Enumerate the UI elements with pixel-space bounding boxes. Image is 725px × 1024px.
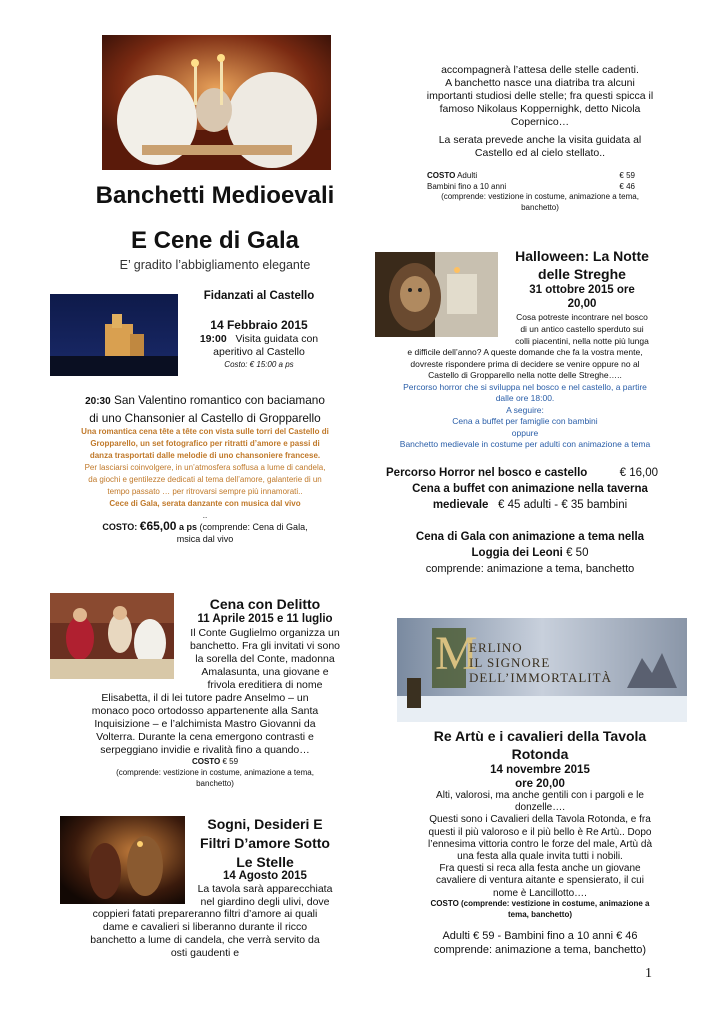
valentino-cost [55, 520, 355, 545]
main-subtitle-gala: E Cene di Gala [130, 227, 300, 254]
valentino-line2: di uno Chansonier al Castello di Gropparello [89, 411, 321, 425]
cost-adults: Adulti [457, 171, 478, 180]
cost-label: COSTO [191, 757, 221, 766]
text-line: banchetto a lume di candela, che verrà servito da [90, 934, 320, 946]
text-line: Fra questi si reca alla festa anche un giovane [439, 863, 641, 875]
cost-value: €65,00 [139, 519, 177, 533]
cost-value: € 59 [222, 757, 239, 766]
blue-line: Cena a buffet per famiglie con bambini [452, 416, 598, 426]
cost-label: COSTO [427, 171, 456, 180]
text-line: Castello di Gropparello nella notte delle Streghe….. [428, 370, 622, 380]
artu-heading [395, 727, 685, 763]
text-line: banchetto. Fra gli invitati vi sono [190, 640, 340, 652]
dress-code-note: E’ gradito l’abbigliamento elegante [119, 258, 311, 272]
merlino-banner [397, 618, 687, 722]
banner-initial: M [435, 627, 478, 680]
price-label: Cena a buffet con animazione nella taverna [412, 483, 648, 495]
orange-line: Cece di Gala, serata danzante con musica dal vivo [109, 499, 301, 508]
artu-date [395, 763, 685, 791]
valentino-description [55, 426, 355, 522]
castle-night-photo [50, 294, 178, 376]
date-line: 31 ottobre 2015 ore [529, 284, 635, 296]
price-value: € 16,00 [619, 467, 658, 479]
text-line: Amalasunta, una giovane e [201, 666, 329, 678]
delitto-text-side [180, 627, 350, 692]
orange-line: Gropparello, un set fotografico per ritratti d’amore e passi di [90, 439, 320, 448]
text-line: nome è Lancillotto…. [493, 887, 587, 899]
valentino-time-1 [184, 333, 334, 346]
text-line: Elisabetta, il di lei tutore padre Anselmo – un [101, 692, 309, 704]
blue-line: oppure [511, 427, 539, 438]
price-line: Adulti € 59 - Bambini fino a 10 anni € 46 [442, 930, 638, 942]
page-number: 1 [645, 966, 652, 981]
cost-line: COSTO (comprende: vestizione in costume, animazione a [430, 899, 650, 908]
delitto-cost [60, 756, 370, 789]
love-potions-photo [60, 816, 185, 904]
cost-line: tema, banchetto) [507, 909, 572, 919]
price-label: Loggia dei Leoni [471, 547, 563, 559]
halloween-prices [380, 465, 680, 577]
delitto-text-full [60, 692, 350, 757]
text-line: frivola ereditiera di nome [207, 679, 323, 691]
text-line: dame e cavalieri si liberanno durante il ricco [102, 921, 308, 933]
price-label: medievale [432, 499, 489, 511]
cost-desc-2: banchetto) [196, 779, 234, 788]
text-line: monaco poco ortodosso appartenente alla Santa [91, 705, 319, 717]
date-line: ore 20,00 [515, 778, 565, 790]
price-label: Percorso Horror nel bosco e castello [386, 467, 588, 479]
cost-desc: (comprende: vestizione in costume, animazione a tema, [116, 768, 314, 777]
blue-line: Percorso horror che si sviluppa nel bosco e nel castello, a partire [403, 381, 647, 392]
text-line: Volterra. Durante la cena emergono contrasti e [96, 731, 314, 743]
heading-line: delle Streghe [538, 266, 626, 282]
heading-line: Re Artù e i cavalieri della Tavola [433, 728, 647, 744]
banner-line: DELL’IMMORTALITÀ [469, 670, 612, 685]
text-line: nel giardino degli ulivi, dove [200, 896, 330, 908]
text-line: e difficile dell’anno? A queste domande che fa la vostra mente, [407, 347, 643, 357]
sogni-heading [190, 815, 340, 872]
halloween-text-side [502, 311, 662, 347]
text-line: Alti, valorosi, ma anche gentili con i pargoli e le [436, 790, 644, 801]
text-line: donzelle…. [514, 802, 566, 814]
stars-cost [415, 171, 665, 213]
banner-line: IL SIGNORE [469, 655, 551, 670]
valentino-small-cost: Costo: € 15:00 a ps [224, 360, 294, 369]
text-line: di un antico castello sperduto sui [520, 324, 644, 334]
text-line: La serata prevede anche la visita guidata al [438, 134, 642, 146]
text-line: colli piacentini, nella notte più lunga [515, 336, 649, 346]
valentino-line1: San Valentino romantico con baciamano [113, 393, 325, 407]
valentino-date: 14 Febbraio 2015 [210, 318, 308, 332]
date-line: 14 novembre 2015 [490, 764, 590, 776]
date-line: 20,00 [567, 298, 597, 310]
cost-kids-value: € 46 [619, 181, 635, 191]
halloween-text-full [380, 347, 670, 451]
price-value: € 45 adulti - € 35 bambini [498, 499, 628, 511]
heading-line: Halloween: La Notte [515, 248, 649, 264]
text-line: una festa alla quale invita tutti i nobili. [457, 851, 623, 863]
blue-line: Banchetto medievale in costume per adulti con animazione a tema [399, 439, 651, 449]
dots: .. [202, 511, 208, 520]
artu-cost [395, 899, 685, 920]
heading-line: Filtri D’amore Sotto [200, 835, 330, 851]
murder-dinner-photo [50, 593, 174, 679]
visit-text: Visita guidata con [235, 333, 319, 345]
cost-desc-2: banchetto) [521, 202, 559, 212]
heading-line: Rotonda [511, 746, 569, 762]
banner-title [469, 640, 612, 685]
orange-line: danza trasportati dalle melodie di uno chansoniere francese. [89, 451, 321, 460]
main-title: Banchetti Medioevali [95, 182, 335, 209]
price-label: Cena di Gala con animazione a tema nella [415, 531, 645, 543]
text-line: importanti studiosi delle stelle; fra questi spicca il [426, 90, 654, 102]
text-line: Il Conte Guglielmo organizza un [190, 627, 340, 639]
text-line: serpeggiano invidie e rivalità fino a quando… [100, 744, 310, 756]
cost-label: COSTO: [102, 522, 138, 532]
blue-line: A seguire: [506, 404, 544, 415]
orange-line: da giochi e gentilezze dedicati al tema dell’amore, galanterie di un [88, 475, 322, 484]
orange-line: Una romantica cena tête a tête con vista sulle torri del Castello di [81, 427, 329, 436]
time-2030: 20:30 [85, 396, 111, 407]
sogni-text-side [190, 883, 340, 909]
text-line: osti gaudenti e [170, 947, 240, 959]
text-line: coppieri fatati prepareranno filtri d’amore ai quali [92, 908, 318, 920]
text-line: Cosa potreste incontrare nel bosco [516, 312, 648, 322]
price-desc: comprende: animazione a tema, banchetto [425, 563, 635, 575]
cost-adults-value: € 59 [619, 171, 635, 180]
heading-line: Le Stelle [236, 854, 294, 870]
sogni-text-full [60, 908, 350, 960]
cost-kids: Bambini fino a 10 anni [427, 181, 507, 191]
text-line: famoso Nikolaus Koppernighk, detto Nicola [439, 103, 641, 115]
text-line: dovreste rispondere prima di decidere se venire oppure no al [410, 358, 640, 369]
text-line: la sorella del Conte, madonna [195, 653, 335, 665]
text-line: l’ennesima vittoria contro le forze del male, Artù dà [428, 838, 652, 850]
text-line: La tavola sarà apparecchiata [197, 883, 333, 895]
delitto-heading: Cena con Delitto [209, 596, 321, 612]
cost-desc: (comprende: Cena di Gala, [199, 522, 308, 532]
orange-line: tempo passato … per ritrovarsi sempre più innamorati.. [107, 487, 303, 496]
valentino-heading: Fidanzati al Castello [203, 290, 315, 302]
text-line: Copernico… [510, 116, 570, 128]
valentino-evening [55, 392, 355, 426]
banquet-photo [102, 35, 331, 170]
halloween-heading [502, 247, 662, 283]
halloween-date [502, 283, 662, 311]
text-line: Inquisizione – e l’alchimista Mastro Giovanni da [94, 718, 316, 730]
time-1900: 19:00 [199, 333, 227, 345]
price-value: € 50 [566, 547, 589, 559]
cost-desc-2: msica dal vivo [176, 534, 234, 544]
delitto-dates: 11 Aprile 2015 e 11 luglio [197, 613, 333, 625]
stars-visit [395, 134, 685, 160]
text-line: A banchetto nasce una diatriba tra alcuni [445, 77, 635, 89]
halloween-witch-photo [375, 252, 498, 337]
sogni-date: 14 Agosto 2015 [223, 870, 307, 882]
banner-line: ERLINO [469, 640, 523, 655]
cost-desc: (comprende: vestizione in costume, animazione a tema, [441, 192, 639, 201]
text-line: accompagnerà l’attesa delle stelle cadenti. [441, 64, 639, 76]
price-desc: comprende: animazione a tema, banchetto) [433, 944, 647, 956]
artu-prices [395, 929, 685, 957]
text-line: Castello ed al cielo stellato.. [474, 147, 606, 159]
artu-text [395, 790, 685, 900]
text-line: questi il più valoroso e il più bello è Re Artù.. Dopo [428, 826, 652, 838]
orange-line: Per lasciarsi coinvolgere, in un’atmosfera soffusa a lume di candela, [84, 463, 326, 472]
text-line: cavaliere di ventura aitante e spensierato, il cui [436, 875, 644, 887]
valentino-aperitivo: aperitivo al Castello [213, 346, 305, 358]
stars-continuation [395, 64, 685, 129]
blue-line: dalle ore 18:00. [495, 393, 555, 403]
cost-tail: a ps [178, 522, 197, 532]
heading-line: Sogni, Desideri E [207, 816, 323, 832]
text-line: Questi sono i Cavalieri della Tavola Rotonda, e fra [429, 814, 651, 826]
